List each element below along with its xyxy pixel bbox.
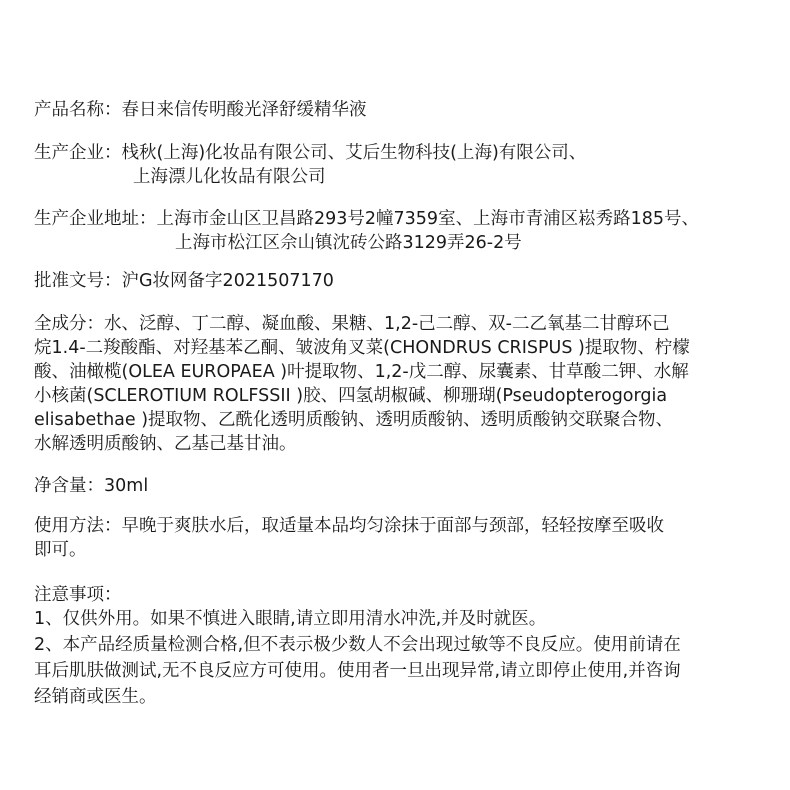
address-row	[34, 206, 699, 232]
manufacturer-row	[34, 140, 586, 166]
product-name-value: 春日来信传明酸光泽舒缓精华液	[121, 100, 367, 120]
manufacturer-label: 生产企业：	[34, 143, 122, 163]
precautions-item-1: 1、仅供外用。如果不慎进入眼睛,请立即用清水冲洗,并及时就医。	[34, 609, 547, 629]
ingredients-line-6: 水解透明质酸钠、乙基己基甘油。	[34, 434, 297, 454]
product-name-label: 产品名称：	[34, 100, 122, 120]
net-content-value: 30ml	[104, 476, 149, 496]
product-name-row	[34, 97, 367, 123]
precautions-item-2-line-1: 2、本产品经质量检测合格,但不表示极少数人不会出现过敏等不良反应。使用前请在	[34, 635, 681, 655]
ingredients-line-4: 小核菌(SCLEROTIUM ROLFSSII )胶、四氢胡椒碱、柳珊瑚(Pseudopterogorgia	[34, 386, 668, 406]
approval-value: 沪G妆网备字2021507170	[121, 271, 334, 291]
ingredients-line-2: 烷1.4-二羧酸酯、对羟基苯乙酮、皱波角叉菜(CHONDRUS CRISPUS )提取物、柠檬	[34, 338, 690, 358]
net-content-label: 净含量：	[34, 476, 104, 496]
usage-line-2: 即可。	[34, 540, 87, 560]
approval-row	[34, 268, 334, 294]
ingredients-line-5: elisabethae )提取物、乙酰化透明质酸钠、透明质酸钠、透明质酸钠交联聚合物、	[34, 410, 674, 430]
address-label: 生产企业地址：	[34, 209, 157, 229]
manufacturer-line-2: 上海漂儿化妆品有限公司	[133, 167, 326, 187]
ingredients-label: 全成分：	[34, 314, 104, 334]
address-line-2: 上海市松江区佘山镇沈砖公路3129弄26-2号	[175, 233, 522, 253]
usage-label: 使用方法：	[34, 516, 122, 536]
manufacturer-line-1: 栈秋(上海)化妆品有限公司、艾后生物科技(上海)有限公司、	[121, 143, 587, 163]
ingredients-line-3: 酸、油橄榄(OLEA EUROPAEA )叶提取物、1,2-戊二醇、尿囊素、甘草酸二钾、水解	[34, 362, 689, 382]
precautions-title: 注意事项：	[34, 585, 122, 605]
address-line-1: 上海市金山区卫昌路293号2幢7359室、上海市青浦区崧秀路185号、	[156, 209, 699, 229]
usage-line-1: 使用方法：早晚于爽肤水后，取适量本品均匀涂抹于面部与颈部，轻轻按摩至吸收	[34, 516, 664, 536]
precautions-item-2-line-3: 经销商或医生。	[34, 687, 157, 707]
precautions-item-2-line-2: 耳后肌肤做测试,无不良反应方可使用。使用者一旦出现异常,请立即停止使用,并咨询	[34, 661, 681, 681]
ingredients-line-1: 全成分：水、泛醇、丁二醇、凝血酸、果糖、1,2-己二醇、双-二乙氧基二甘醇环己	[34, 314, 670, 334]
net-content-row	[34, 473, 148, 499]
approval-label: 批准文号：	[34, 271, 122, 291]
